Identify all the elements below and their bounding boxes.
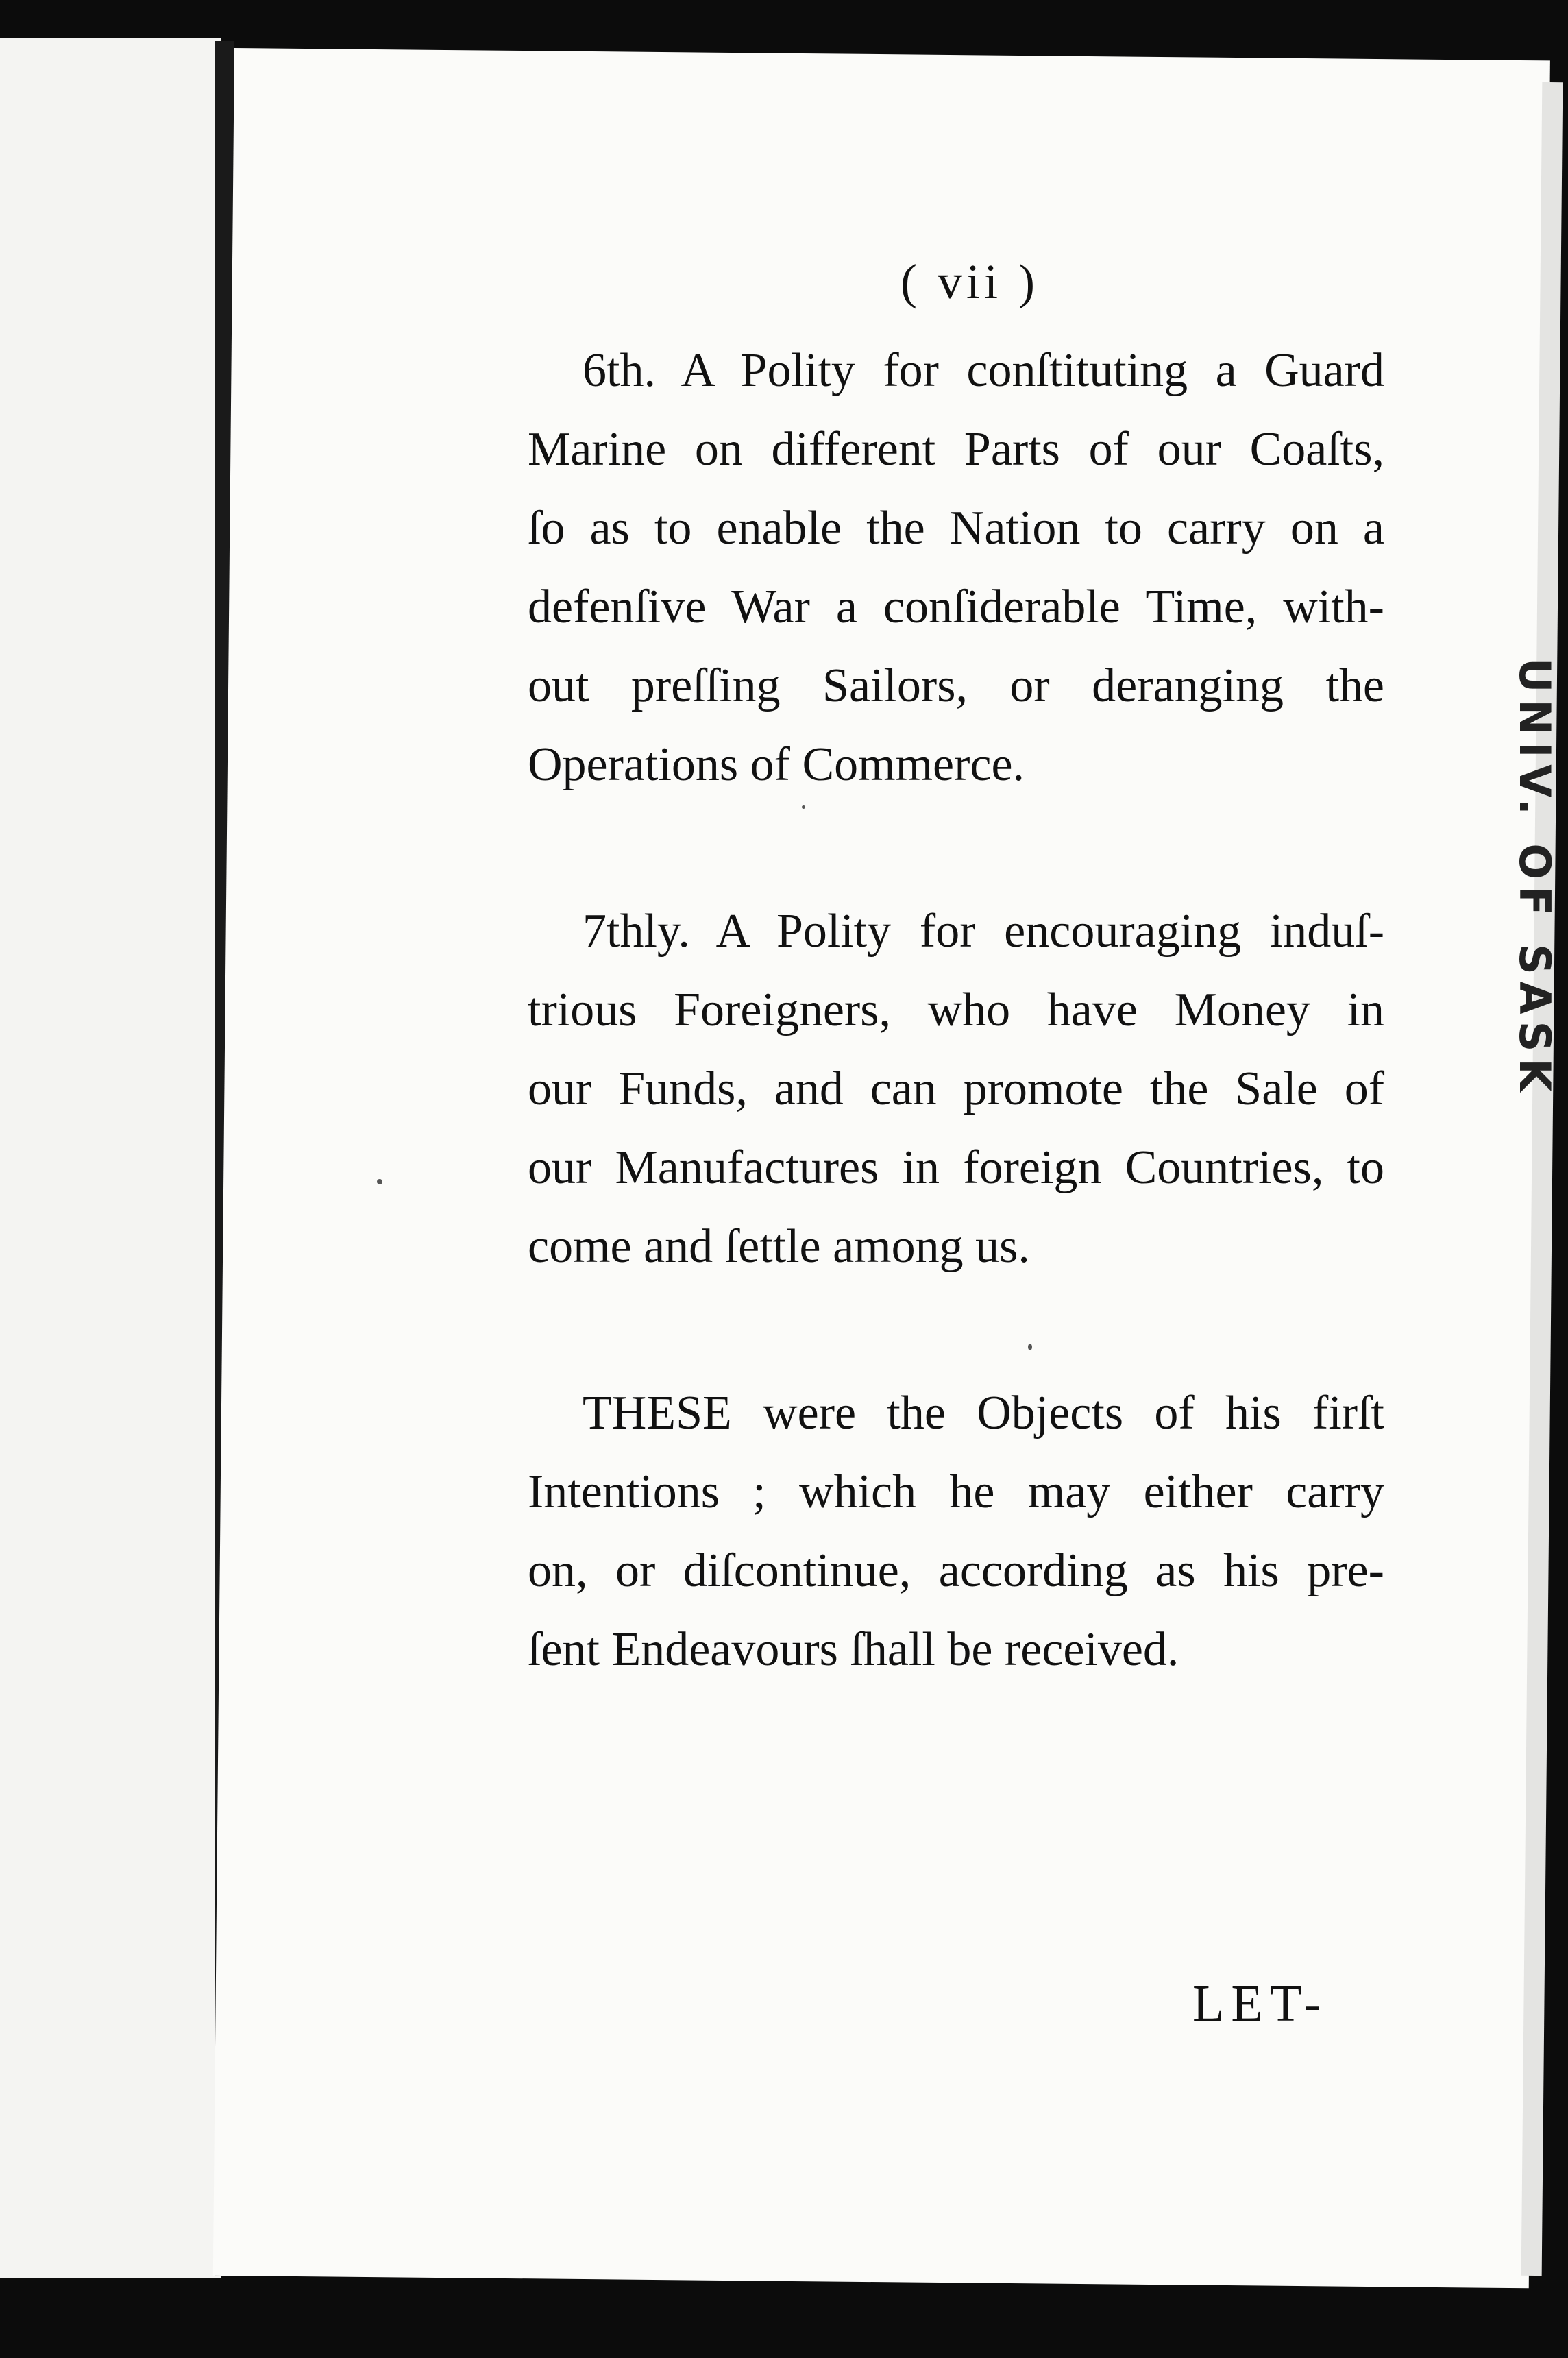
text-line: out preſſing Sailors, or deranging the — [528, 659, 1384, 712]
text-line: defenſive War a conſiderable Time, with- — [528, 581, 1384, 633]
text-line: our Funds, and can promote the Sale of — [528, 1062, 1384, 1115]
paragraph-sixth — [528, 331, 1384, 804]
text-line: come and ſettle among us. — [528, 1220, 1030, 1273]
text-line: Operations of Commerce. — [528, 738, 1025, 791]
page-number: ( vii ) — [901, 254, 1039, 309]
paper-speck — [802, 805, 805, 809]
text-line: 7thly. A Polity for encouraging induſ- — [583, 905, 1384, 958]
library-stamp — [1506, 658, 1568, 1275]
text-line: Marine on different Parts of our Coaſts, — [528, 423, 1384, 476]
paper-speck — [377, 1179, 382, 1184]
text-line: THESE were the Objects of his firſt — [583, 1387, 1384, 1439]
paragraph-seventh — [528, 892, 1384, 1286]
paragraph-gap — [528, 804, 1384, 892]
text-line: trious Foreigners, who have Money in — [528, 984, 1384, 1036]
text-line: ſo as to enable the Nation to carry on a — [528, 502, 1384, 555]
previous-page-edge — [0, 38, 221, 2278]
page-text — [528, 254, 1384, 1689]
text-line: Intentions ; which he may either carry — [528, 1466, 1384, 1518]
text-line: on, or diſcontinue, according as his pre- — [528, 1544, 1384, 1597]
paragraph-closing — [528, 1374, 1384, 1689]
library-stamp-text: UNIV. OF SASK — [1510, 658, 1560, 1099]
text-line: ſent Endeavours ſhall be received. — [528, 1623, 1179, 1676]
text-line: our Manufactures in foreign Countries, to — [528, 1141, 1384, 1194]
catchword: LET- — [1192, 1975, 1328, 2032]
paper-speck — [1028, 1344, 1032, 1350]
text-line: 6th. A Polity for conſtituting a Guard — [583, 344, 1384, 397]
paragraph-gap — [528, 1286, 1384, 1374]
